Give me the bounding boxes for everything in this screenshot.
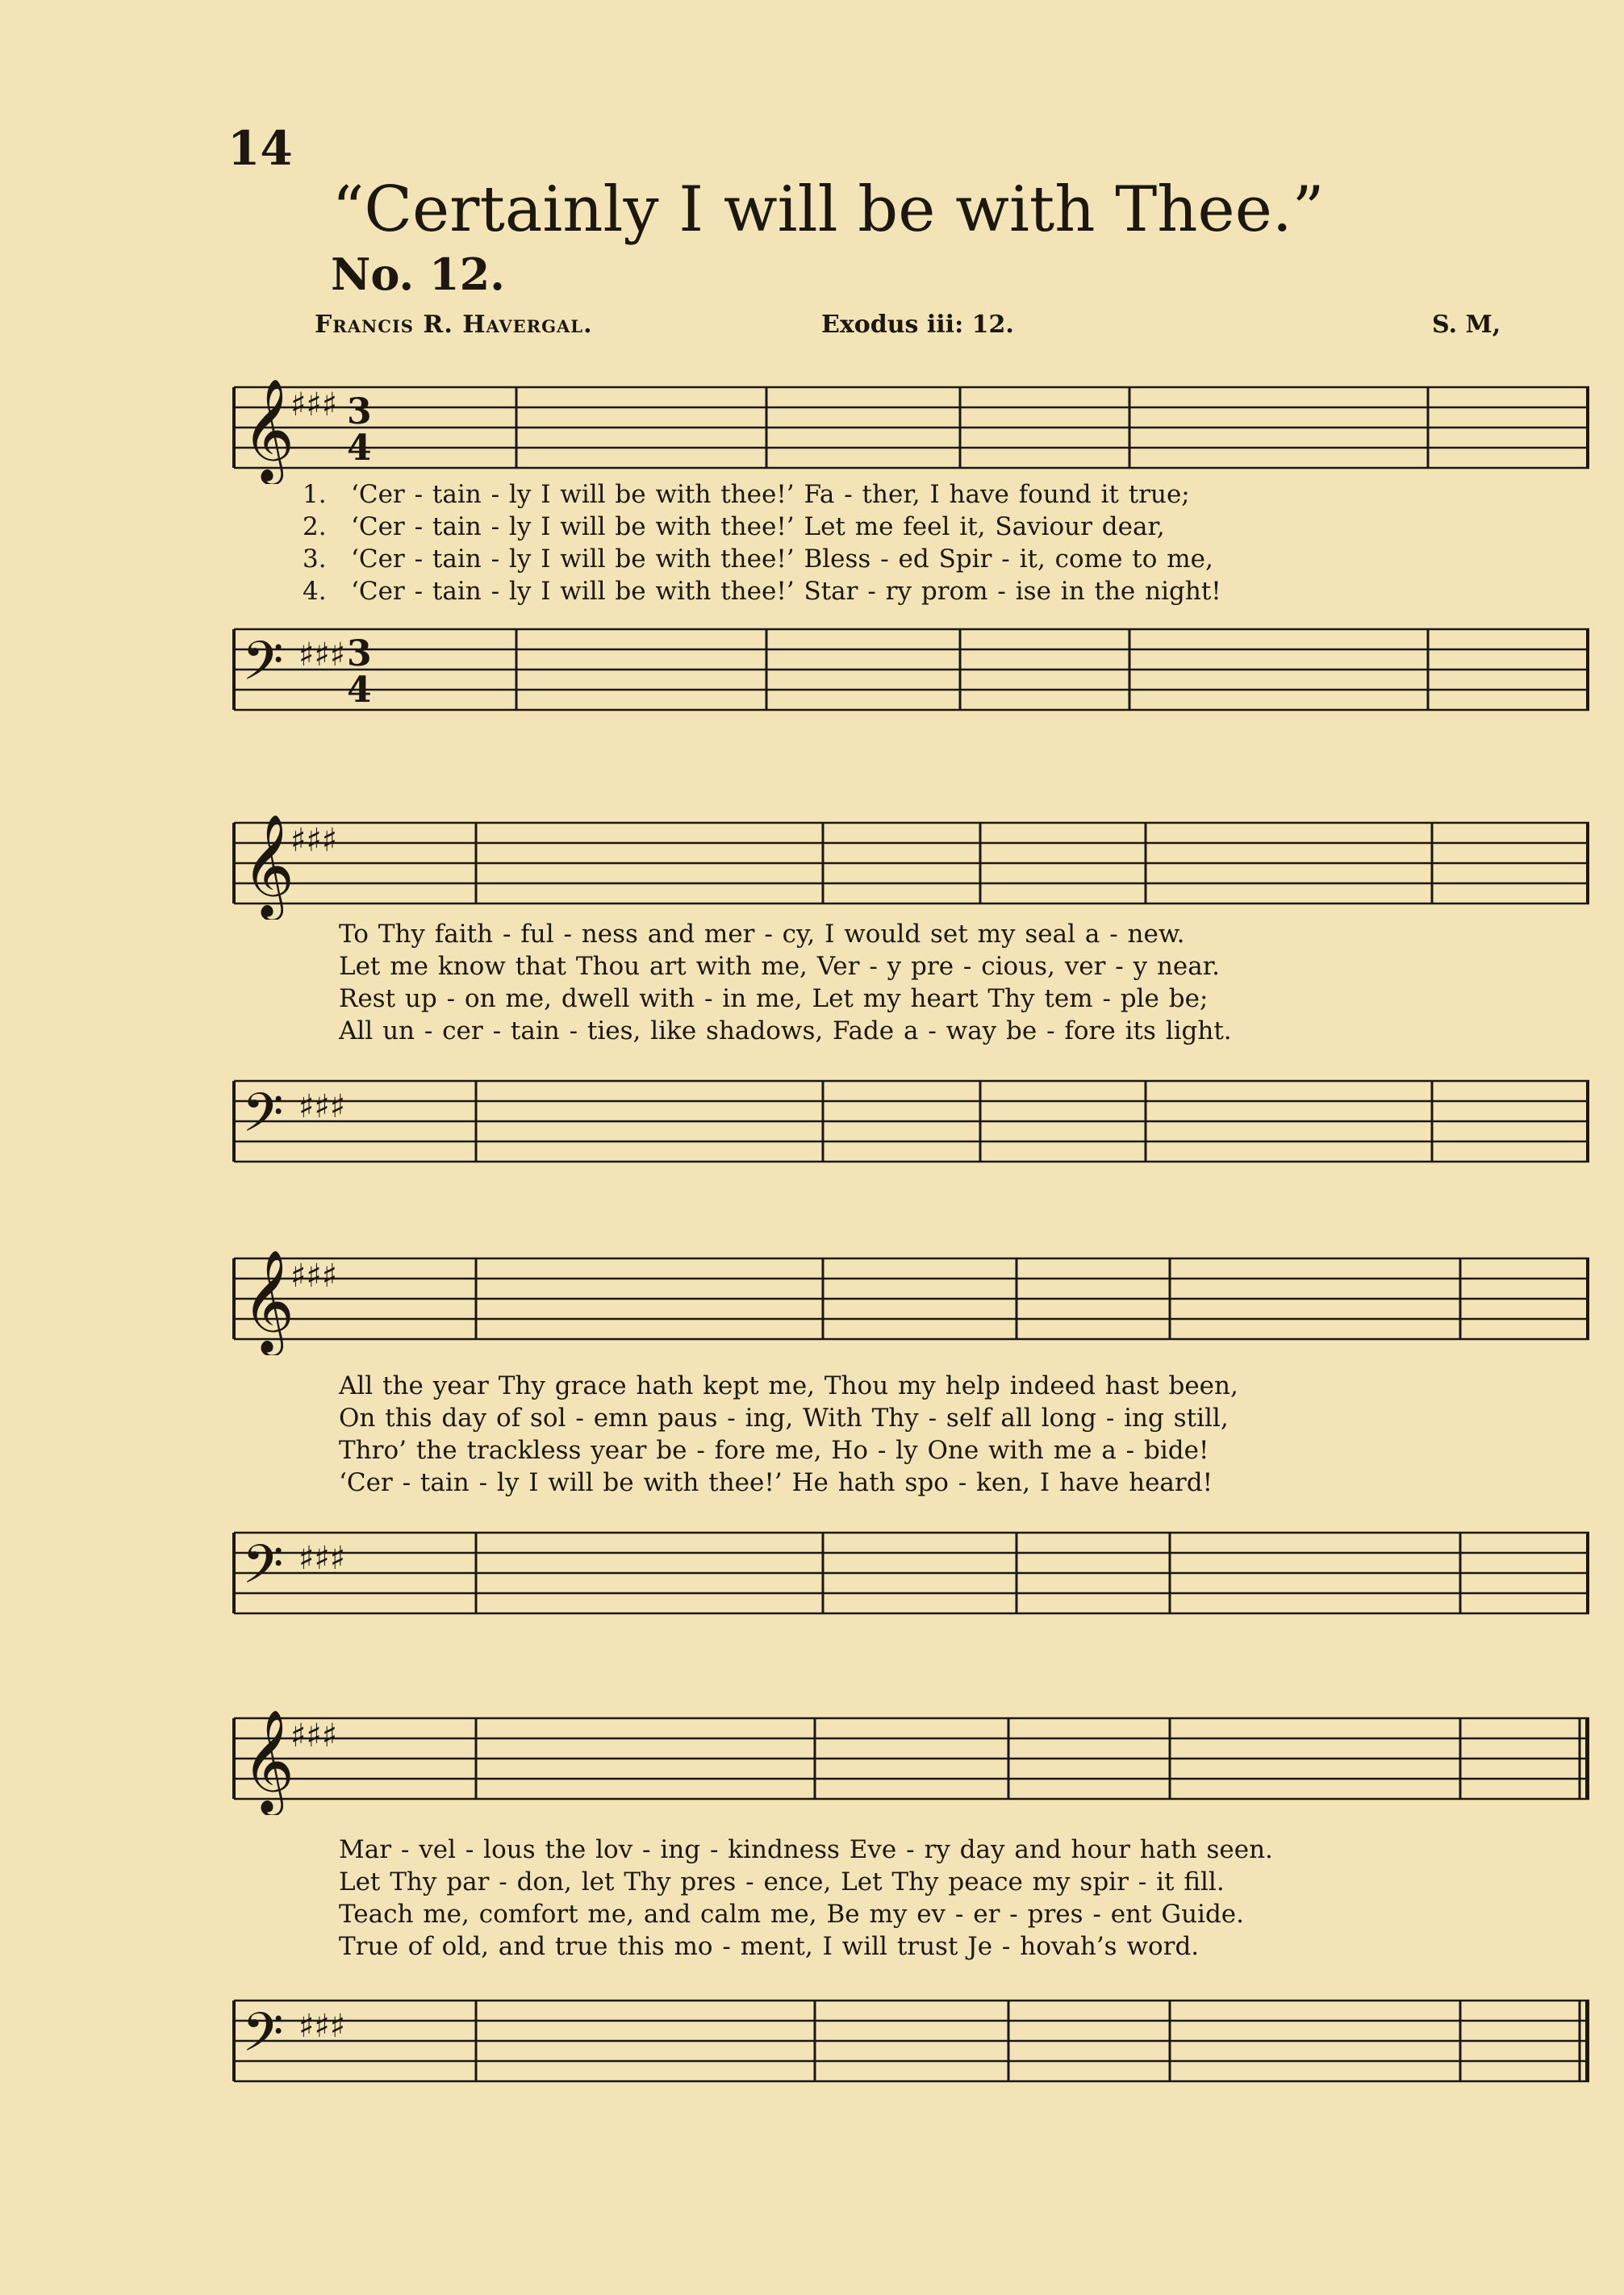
verse-number: 1. <box>303 480 327 509</box>
svg-text:♯♯♯: ♯♯♯ <box>298 1540 346 1577</box>
lyrics-block-3 <box>218 1371 1589 1500</box>
music-system-4 <box>218 1686 1589 2105</box>
lyric-line <box>218 545 1589 577</box>
svg-text:𝄞: 𝄞 <box>242 1710 295 1812</box>
lyric-text: Rest up - on me, dwell with - in me, Let my heart Thy tem - ple be; <box>339 984 1209 1013</box>
lyric-line <box>218 920 1589 952</box>
lyric-text: True of old, and true this mo - ment, I will trust Je - hovah’s word. <box>339 1932 1200 1961</box>
svg-text:𝄢: 𝄢 <box>242 2001 284 2076</box>
bass-staff <box>218 1073 1589 1178</box>
svg-text:♯♯♯: ♯♯♯ <box>290 1717 338 1755</box>
page-number: 14 <box>228 121 293 176</box>
lyric-text: Let me know that Thou art with me, Ver - y pre - cious, ver - y near. <box>339 952 1221 981</box>
verse-number: 4. <box>303 577 327 606</box>
author-credit: Francis R. Havergal. <box>315 311 593 339</box>
lyric-line <box>218 952 1589 984</box>
treble-staff <box>218 815 1589 920</box>
lyric-line <box>218 577 1589 609</box>
svg-text:3: 3 <box>347 391 372 432</box>
lyric-text: ‘Cer - tain - ly I will be with thee!’ Fa - ther, I have found it true; <box>351 480 1190 509</box>
svg-text:♯♯♯: ♯♯♯ <box>290 386 338 424</box>
lyric-line <box>218 1436 1589 1468</box>
treble-staff <box>218 1250 1589 1355</box>
svg-text:3: 3 <box>347 633 372 674</box>
music-system-1 <box>218 355 1589 734</box>
lyric-text: Teach me, comfort me, and calm me, Be my ev - er - pres - ent Guide. <box>339 1900 1245 1929</box>
lyric-line <box>218 1371 1589 1404</box>
lyric-line <box>218 512 1589 545</box>
svg-text:♯♯♯: ♯♯♯ <box>298 1088 346 1125</box>
bass-staff <box>218 621 1589 726</box>
scripture-reference: Exodus iii: 12. <box>821 311 1014 339</box>
svg-text:𝄢: 𝄢 <box>242 1533 284 1609</box>
lyric-text: ‘Cer - tain - ly I will be with thee!’ Let me feel it, Saviour dear, <box>351 512 1165 541</box>
svg-text:𝄞: 𝄞 <box>242 815 295 916</box>
lyric-line <box>218 1932 1589 1964</box>
lyric-line <box>218 1468 1589 1500</box>
lyric-text: Thro’ the trackless year be - fore me, Ho - ly One with me a - bide! <box>339 1436 1209 1465</box>
svg-text:♯♯♯: ♯♯♯ <box>290 1258 338 1295</box>
hymn-number: No. 12. <box>331 248 505 300</box>
lyric-text: All the year Thy grace hath kept me, Thou my help indeed hast been, <box>339 1371 1238 1400</box>
lyric-text: Let Thy par - don, let Thy pres - ence, Let Thy peace my spir - it fill. <box>339 1867 1225 1897</box>
svg-text:𝄢: 𝄢 <box>242 630 284 705</box>
svg-text:𝄢: 𝄢 <box>242 1082 284 1157</box>
lyric-line <box>218 1016 1589 1049</box>
treble-staff <box>218 1710 1589 1815</box>
bass-staff <box>218 1525 1589 1629</box>
bass-staff <box>218 1992 1589 2097</box>
verse-number: 2. <box>303 512 327 541</box>
svg-text:𝄞: 𝄞 <box>242 1250 295 1352</box>
verse-number: 3. <box>303 545 327 574</box>
hymn-title: “Certainly I will be with Thee.” <box>332 173 1325 246</box>
lyric-line <box>218 1835 1589 1867</box>
svg-text:♯♯♯: ♯♯♯ <box>298 636 346 674</box>
svg-text:♯♯♯: ♯♯♯ <box>290 822 338 859</box>
lyric-line <box>218 1404 1589 1436</box>
lyric-text: On this day of sol - emn paus - ing, With Thy - self all long - ing still, <box>339 1404 1229 1433</box>
lyric-line <box>218 480 1589 512</box>
lyric-line <box>218 1867 1589 1900</box>
meter: S. M, <box>1432 311 1501 339</box>
lyrics-block-4 <box>218 1835 1589 1964</box>
lyric-text: All un - cer - tain - ties, like shadows, Fade a - way be - fore its light. <box>339 1016 1232 1045</box>
svg-text:𝄞: 𝄞 <box>242 379 295 481</box>
lyric-text: ‘Cer - tain - ly I will be with thee!’ Bless - ed Spir - it, come to me, <box>351 545 1213 574</box>
lyric-line <box>218 1900 1589 1932</box>
lyrics-block-2 <box>218 920 1589 1049</box>
music-system-3 <box>218 1226 1589 1629</box>
lyric-text: ‘Cer - tain - ly I will be with thee!’ He hath spo - ken, I have heard! <box>339 1468 1213 1497</box>
lyric-line <box>218 984 1589 1016</box>
svg-text:4: 4 <box>347 670 372 711</box>
lyric-text: Mar - vel - lous the lov - ing - kindness Eve - ry day and hour hath seen. <box>339 1835 1273 1864</box>
lyrics-block-1 <box>218 480 1589 609</box>
svg-text:4: 4 <box>347 428 372 469</box>
lyric-text: ‘Cer - tain - ly I will be with thee!’ Star - ry prom - ise in the night! <box>351 577 1221 606</box>
music-system-2 <box>218 807 1589 1186</box>
svg-text:♯♯♯: ♯♯♯ <box>298 2008 346 2045</box>
treble-staff <box>218 379 1589 484</box>
lyric-text: To Thy faith - ful - ness and mer - cy, I would set my seal a - new. <box>339 920 1185 949</box>
